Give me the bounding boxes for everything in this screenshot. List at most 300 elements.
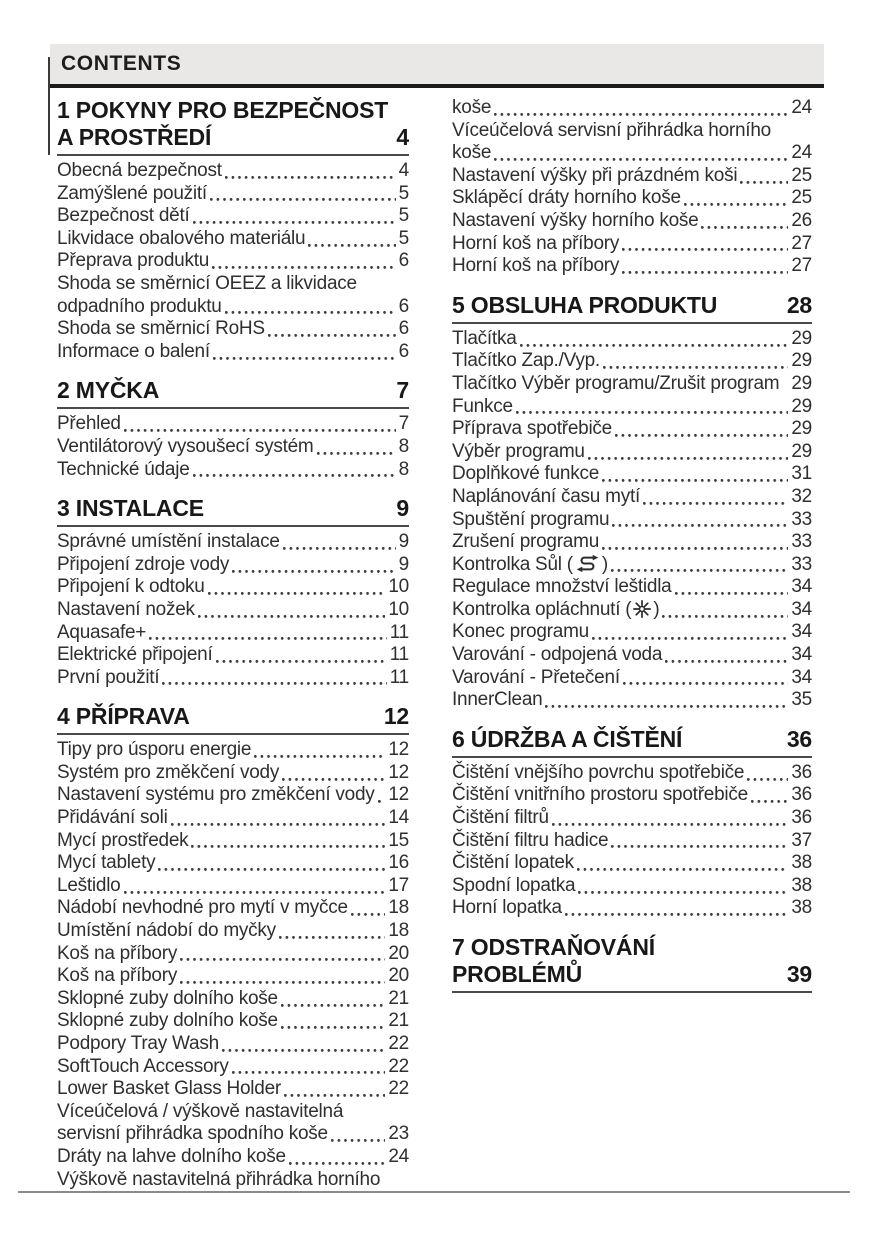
dot-leader xyxy=(577,865,788,875)
toc-entry xyxy=(452,373,812,396)
entry-page-number: 16 xyxy=(388,852,409,874)
entry-page-number: 24 xyxy=(791,142,812,164)
entry-label: koše xyxy=(452,97,492,118)
toc-entry xyxy=(57,1010,409,1033)
dot-leader xyxy=(279,933,385,943)
toc-entry xyxy=(57,576,409,599)
toc-entry xyxy=(452,644,812,667)
dot-leader xyxy=(782,386,788,396)
toc-entry xyxy=(57,943,409,966)
entry-page-number: 26 xyxy=(791,209,812,231)
entry-label: Obecná bezpečnost xyxy=(57,160,222,181)
entry-label: Zrušení programu xyxy=(452,531,600,553)
entry-page-number: 34 xyxy=(791,644,812,666)
entry-label: Informace o balení xyxy=(57,340,210,362)
toc-entry xyxy=(452,554,812,577)
toc-entry xyxy=(452,165,812,188)
toc-entry xyxy=(57,807,409,830)
entry-page-number: 9 xyxy=(398,531,409,553)
dot-leader xyxy=(283,544,396,554)
section-page-number: 7 xyxy=(396,377,409,404)
entry-label: Přidávání soli xyxy=(57,807,168,829)
dot-leader xyxy=(124,426,396,436)
toc-entry xyxy=(452,233,812,256)
entry-label: Tlačítko Zap./Vyp. xyxy=(452,350,600,372)
toc-entry xyxy=(452,463,812,486)
toc-entry xyxy=(57,341,409,364)
entry-page-number: 29 xyxy=(791,395,812,417)
toc-entry xyxy=(57,667,409,690)
toc-entry xyxy=(57,554,409,577)
entry-page-number: 22 xyxy=(388,1078,409,1100)
entry-page-number: 22 xyxy=(388,1033,409,1054)
toc-entry xyxy=(452,576,812,599)
entry-label: Koš na příbory xyxy=(57,965,178,987)
dot-leader xyxy=(494,155,788,165)
toc-entry xyxy=(452,531,812,554)
entry-page-number: 14 xyxy=(388,807,409,829)
section-page-number: 39 xyxy=(786,961,812,987)
entry-label: Podpory Tray Wash xyxy=(57,1033,219,1054)
entry-label: Technické údaje xyxy=(57,458,190,480)
toc-entry xyxy=(452,667,812,690)
dot-leader xyxy=(210,195,396,205)
dot-leader xyxy=(180,955,385,965)
entry-page-number: 12 xyxy=(388,784,409,806)
dot-leader xyxy=(588,453,789,463)
entry-page-number: 4 xyxy=(398,160,409,181)
section-heading xyxy=(452,726,812,758)
dot-leader xyxy=(193,218,396,228)
section-heading xyxy=(57,703,409,735)
entry-label: Nastavení nožek xyxy=(57,598,195,620)
toc-entry xyxy=(452,120,812,143)
entry-page-number: 12 xyxy=(388,761,409,783)
toc-entry xyxy=(57,228,409,251)
entry-label: Dráty na lahve dolního koše xyxy=(57,1145,286,1167)
entry-page-number: 24 xyxy=(388,1145,409,1167)
section-heading xyxy=(57,377,409,409)
dot-leader xyxy=(623,679,789,689)
dot-leader xyxy=(643,499,788,509)
header-rule xyxy=(50,84,824,88)
entry-label: Varování - odpojená voda xyxy=(452,644,663,666)
entry-page-number: 25 xyxy=(791,187,812,209)
entry-label: Bezpečnost dětí xyxy=(57,205,190,227)
entry-page-number: 36 xyxy=(791,761,812,783)
toc-entry xyxy=(452,509,812,532)
entry-label: Varování - Přetečení xyxy=(452,666,620,688)
toc-entry xyxy=(57,920,409,943)
entry-page-number: 9 xyxy=(398,553,409,575)
toc-entry xyxy=(57,897,409,920)
entry-label: Kontrolka Sůl ( xyxy=(452,553,573,575)
entry-page-number: 18 xyxy=(388,920,409,942)
toc-entry xyxy=(452,830,812,853)
section-heading xyxy=(57,97,409,156)
entry-page-number: 38 xyxy=(791,874,812,896)
entry-page-number: 5 xyxy=(398,227,409,249)
dot-leader xyxy=(208,589,386,599)
entry-page-number: 6 xyxy=(398,250,409,272)
toc-entry xyxy=(57,318,409,341)
entry-label: Čištění vnitřního prostoru spotřebiče xyxy=(452,784,748,806)
entry-label: Kontrolka opláchnutí ( xyxy=(452,598,632,620)
toc-entry xyxy=(57,965,409,988)
section-title: 1 POKYNY PRO BEZPEČNOST A PROSTŘEDÍ xyxy=(57,97,389,150)
dot-leader xyxy=(592,634,788,644)
entry-page-number: 38 xyxy=(791,897,812,919)
toc-entry xyxy=(452,418,812,441)
entry-page-number: 25 xyxy=(791,164,812,186)
section-title: 6 ÚDRŽBA A ČIŠTĚNÍ xyxy=(452,725,683,752)
entry-label: Nastavení výšky při prázdném koši xyxy=(452,164,738,186)
entry-page-number: 33 xyxy=(791,508,812,530)
toc-entry xyxy=(57,988,409,1011)
entry-label: Likvidace obalového materiálu xyxy=(57,227,306,249)
entry-page-number: 18 xyxy=(388,897,409,919)
entry-page-number: 34 xyxy=(791,621,812,643)
entry-label: Tlačítko Výběr programu/Zrušit program xyxy=(452,372,780,394)
entry-label: Leštidlo xyxy=(57,874,121,896)
entry-page-number: 5 xyxy=(398,182,409,204)
entry-page-number: 34 xyxy=(791,576,812,598)
entry-page-number: 15 xyxy=(388,829,409,851)
toc-entry xyxy=(57,1169,409,1192)
entry-label: Příprava spotřebiče xyxy=(452,418,612,440)
dot-leader xyxy=(308,240,395,250)
toc-entry xyxy=(452,689,812,712)
entry-page-number: 10 xyxy=(388,576,409,598)
dot-leader xyxy=(494,110,788,120)
entry-page-number: 36 xyxy=(791,784,812,806)
dot-leader xyxy=(198,612,386,622)
toc-entry xyxy=(57,599,409,622)
dot-leader xyxy=(615,431,788,441)
toc-entry xyxy=(57,852,409,875)
entry-page-number: 35 xyxy=(791,689,812,711)
entry-label: Nádobí nevhodné pro mytí v myčce xyxy=(57,897,348,919)
entry-label: Zamýšlené použití xyxy=(57,182,207,204)
entry-label: Mycí tablety xyxy=(57,852,156,874)
dot-leader xyxy=(611,566,788,576)
dot-leader xyxy=(565,910,789,920)
entry-label: Konec programu xyxy=(452,621,589,643)
section-title: 3 INSTALACE xyxy=(57,495,204,522)
toc-entry xyxy=(57,830,409,853)
entry-page-number: 23 xyxy=(388,1123,409,1145)
toc-entry xyxy=(57,1056,409,1079)
toc-entry xyxy=(57,436,409,459)
section-page-number: 28 xyxy=(786,291,812,318)
entry-label: InnerClean xyxy=(452,689,543,711)
toc-entry xyxy=(57,205,409,228)
dot-leader xyxy=(545,702,788,712)
entry-page-number: 21 xyxy=(388,987,409,1009)
entry-label: Ventilátorový vysoušecí systém xyxy=(57,435,314,457)
dot-leader xyxy=(675,589,789,599)
section-heading xyxy=(452,934,812,993)
entry-page-number: 20 xyxy=(388,942,409,964)
toc-entry xyxy=(452,875,812,898)
entry-label: Spodní lopatka xyxy=(452,874,576,896)
dot-leader xyxy=(751,797,788,807)
entry-page-number: 34 xyxy=(791,666,812,688)
toc-column-right xyxy=(452,97,812,1191)
section-title: 5 OBSLUHA PRODUKTU xyxy=(452,291,718,318)
entry-label: Funkce xyxy=(452,395,513,417)
entry-label: Elektrické připojení xyxy=(57,644,213,666)
entry-label: Aquasafe+ xyxy=(57,621,147,643)
entry-label: servisní přihrádka spodního koše xyxy=(57,1123,328,1145)
entry-label: Víceúčelová servisní přihrádka horního xyxy=(452,119,771,141)
salt-indicator-icon xyxy=(575,554,600,577)
entry-page-number: 12 xyxy=(388,739,409,761)
toc-entry xyxy=(57,622,409,645)
entry-page-number: 24 xyxy=(791,97,812,118)
section-page-number: 12 xyxy=(383,703,409,730)
entry-label: Čištění lopatek xyxy=(452,852,574,874)
entry-page-number: 6 xyxy=(398,318,409,340)
entry-label: koše xyxy=(452,142,492,164)
contents-header-bar xyxy=(50,44,824,84)
entry-page-number: 22 xyxy=(388,1055,409,1077)
entry-page-number: 29 xyxy=(791,350,812,372)
entry-label-suffix: ) xyxy=(653,598,660,620)
entry-page-number: 8 xyxy=(398,458,409,480)
toc-entry xyxy=(57,531,409,554)
toc-entry xyxy=(57,413,409,436)
toc-entry xyxy=(452,897,812,920)
dot-leader xyxy=(222,1046,385,1056)
section-heading xyxy=(452,292,812,324)
entry-label-suffix: ) xyxy=(601,553,608,575)
dot-leader xyxy=(516,408,789,418)
dot-leader xyxy=(612,521,788,531)
toc-entry xyxy=(452,621,812,644)
entry-label: Shoda se směrnicí RoHS xyxy=(57,318,265,340)
toc-entry xyxy=(57,1101,409,1124)
entry-label: Víceúčelová / výškově nastavitelná xyxy=(57,1100,344,1122)
toc-entry xyxy=(452,328,812,351)
entry-page-number: 34 xyxy=(791,598,812,620)
dot-leader xyxy=(254,752,385,762)
toc-entry xyxy=(57,1146,409,1169)
dot-leader xyxy=(622,245,788,255)
rinse-aid-indicator-icon xyxy=(633,599,651,622)
entry-label: SoftTouch Accessory xyxy=(57,1055,229,1077)
entry-label: odpadního produktu xyxy=(57,295,222,317)
entry-label: Přeprava produktu xyxy=(57,250,210,272)
entry-page-number: 33 xyxy=(791,531,812,553)
toc-entry xyxy=(452,486,812,509)
section-page-number: 36 xyxy=(786,725,812,752)
entry-page-number: 5 xyxy=(398,205,409,227)
dot-leader xyxy=(124,887,386,897)
entry-page-number: 29 xyxy=(791,372,812,394)
entry-page-number: 11 xyxy=(389,621,409,643)
table-of-contents xyxy=(57,97,812,1191)
entry-label: Správné umístění instalace xyxy=(57,531,280,553)
entry-label: Horní koš na příbory xyxy=(452,232,620,254)
entry-page-number: 17 xyxy=(388,874,409,896)
toc-entry xyxy=(452,255,812,278)
entry-page-number: 6 xyxy=(398,340,409,362)
entry-page-number: 29 xyxy=(791,440,812,462)
toc-entry xyxy=(452,187,812,210)
entry-label: Sklápěcí dráty horního koše xyxy=(452,187,681,209)
toc-entry xyxy=(452,396,812,419)
entry-label: Výškově nastavitelná přihrádka horního xyxy=(57,1168,381,1190)
toc-entry xyxy=(452,807,812,830)
dot-leader xyxy=(701,223,788,233)
entry-page-number: 11 xyxy=(389,644,409,666)
toc-entry xyxy=(57,1033,409,1056)
dot-leader xyxy=(158,865,385,875)
dot-leader xyxy=(378,797,386,807)
dot-leader xyxy=(684,200,789,210)
dot-leader xyxy=(351,910,385,920)
dot-leader xyxy=(289,1159,386,1169)
entry-page-number: 29 xyxy=(791,418,812,440)
dot-leader xyxy=(213,353,396,363)
dot-leader xyxy=(180,978,385,988)
dot-leader xyxy=(216,657,387,667)
toc-entry xyxy=(452,784,812,807)
dot-leader xyxy=(281,1000,386,1010)
entry-label: Připojení k odtoku xyxy=(57,576,205,598)
section-title: 4 PŘÍPRAVA xyxy=(57,703,190,730)
dot-leader xyxy=(317,449,396,459)
entry-page-number: 27 xyxy=(791,255,812,277)
toc-entry xyxy=(452,441,812,464)
entry-page-number: 10 xyxy=(388,598,409,620)
dot-leader xyxy=(552,820,789,830)
dot-leader xyxy=(520,340,789,350)
dot-leader xyxy=(268,331,396,341)
dot-leader xyxy=(602,476,788,486)
dot-leader xyxy=(578,887,788,897)
entry-label: Tipy pro úsporu energie xyxy=(57,739,252,761)
dot-leader xyxy=(331,1136,386,1146)
entry-label: Sklopné zuby dolního koše xyxy=(57,1010,278,1032)
toc-entry xyxy=(452,350,812,373)
entry-label: Horní koš na příbory xyxy=(452,255,620,277)
entry-label: Naplánování času mytí xyxy=(452,485,641,507)
entry-label: Tlačítka xyxy=(452,327,517,349)
entry-label: Sklopné zuby dolního koše xyxy=(57,987,278,1009)
section-heading xyxy=(57,495,409,527)
entry-label: Výběr programu xyxy=(452,440,585,462)
dot-leader xyxy=(162,679,386,689)
entry-page-number: 38 xyxy=(791,852,812,874)
entry-label: Připojení zdroje vody xyxy=(57,553,230,575)
toc-entry xyxy=(57,784,409,807)
entry-label: Přehled xyxy=(57,413,121,435)
entry-label: Koš na příbory xyxy=(57,942,178,964)
entry-label: První použití xyxy=(57,666,160,688)
entry-label: Nastavení systému pro změkčení vody xyxy=(57,784,375,806)
entry-page-number: 33 xyxy=(791,553,812,575)
entry-page-number: 36 xyxy=(791,807,812,829)
dot-leader xyxy=(193,471,396,481)
entry-label: Shoda se směrnicí OEEZ a likvidace xyxy=(57,272,357,294)
toc-entry xyxy=(452,762,812,785)
entry-label: Čištění filtru hadice xyxy=(452,829,609,851)
dot-leader xyxy=(282,774,385,784)
dot-leader xyxy=(611,842,788,852)
dot-leader xyxy=(665,657,788,667)
dot-leader xyxy=(284,1091,385,1101)
toc-entry xyxy=(57,183,409,206)
dot-leader xyxy=(149,634,387,644)
section-title: 7 ODSTRAŇOVÁNÍ PROBLÉMŮ xyxy=(452,934,655,987)
entry-page-number: 29 xyxy=(791,327,812,349)
dot-leader xyxy=(212,263,396,273)
entry-page-number: 27 xyxy=(791,232,812,254)
dot-leader xyxy=(232,566,395,576)
toc-entry xyxy=(452,142,812,165)
toc-entry xyxy=(57,160,409,183)
entry-label: Spuštění programu xyxy=(452,508,610,530)
entry-page-number: 21 xyxy=(388,1010,409,1032)
toc-entry xyxy=(452,97,812,120)
footer-rule xyxy=(18,1191,850,1193)
toc-entry xyxy=(57,875,409,898)
entry-label: Systém pro změkčení vody xyxy=(57,761,280,783)
dot-leader xyxy=(191,842,385,852)
toc-entry xyxy=(57,273,409,296)
entry-label: Nastavení výšky horního koše xyxy=(452,209,699,231)
dot-leader xyxy=(603,363,788,373)
entry-page-number: 8 xyxy=(398,435,409,457)
dot-leader xyxy=(232,1068,386,1078)
dot-leader xyxy=(171,820,386,830)
dot-leader xyxy=(281,1023,386,1033)
entry-label: Doplňkové funkce xyxy=(452,463,600,485)
section-page-number: 4 xyxy=(396,124,409,150)
toc-entry xyxy=(57,762,409,785)
toc-entry xyxy=(452,210,812,233)
contents-title: CONTENTS xyxy=(61,52,182,75)
dot-leader xyxy=(225,173,396,183)
entry-label: Umístění nádobí do myčky xyxy=(57,920,276,942)
entry-page-number: 7 xyxy=(398,413,409,435)
toc-entry xyxy=(57,1123,409,1146)
entry-page-number: 20 xyxy=(388,965,409,987)
toc-entry xyxy=(57,459,409,482)
entry-label: Lower Basket Glass Holder xyxy=(57,1078,281,1100)
toc-column-left xyxy=(57,97,409,1191)
entry-label: Čištění vnějšího povrchu spotřebiče xyxy=(452,761,745,783)
toc-entry xyxy=(57,250,409,273)
dot-leader xyxy=(622,268,788,278)
entry-page-number: 32 xyxy=(791,485,812,507)
toc-entry xyxy=(57,739,409,762)
toc-entry xyxy=(57,1078,409,1101)
entry-page-number: 6 xyxy=(398,295,409,317)
toc-entry xyxy=(57,644,409,667)
dot-leader xyxy=(225,308,396,318)
entry-page-number: 37 xyxy=(791,829,812,851)
entry-label: Mycí prostředek xyxy=(57,829,189,851)
toc-entry xyxy=(452,852,812,875)
entry-page-number: 31 xyxy=(791,463,812,485)
toc-entry xyxy=(452,599,812,622)
entry-label: Regulace množství leštidla xyxy=(452,576,672,598)
entry-label: Čištění filtrů xyxy=(452,807,549,829)
toc-entry xyxy=(57,296,409,319)
